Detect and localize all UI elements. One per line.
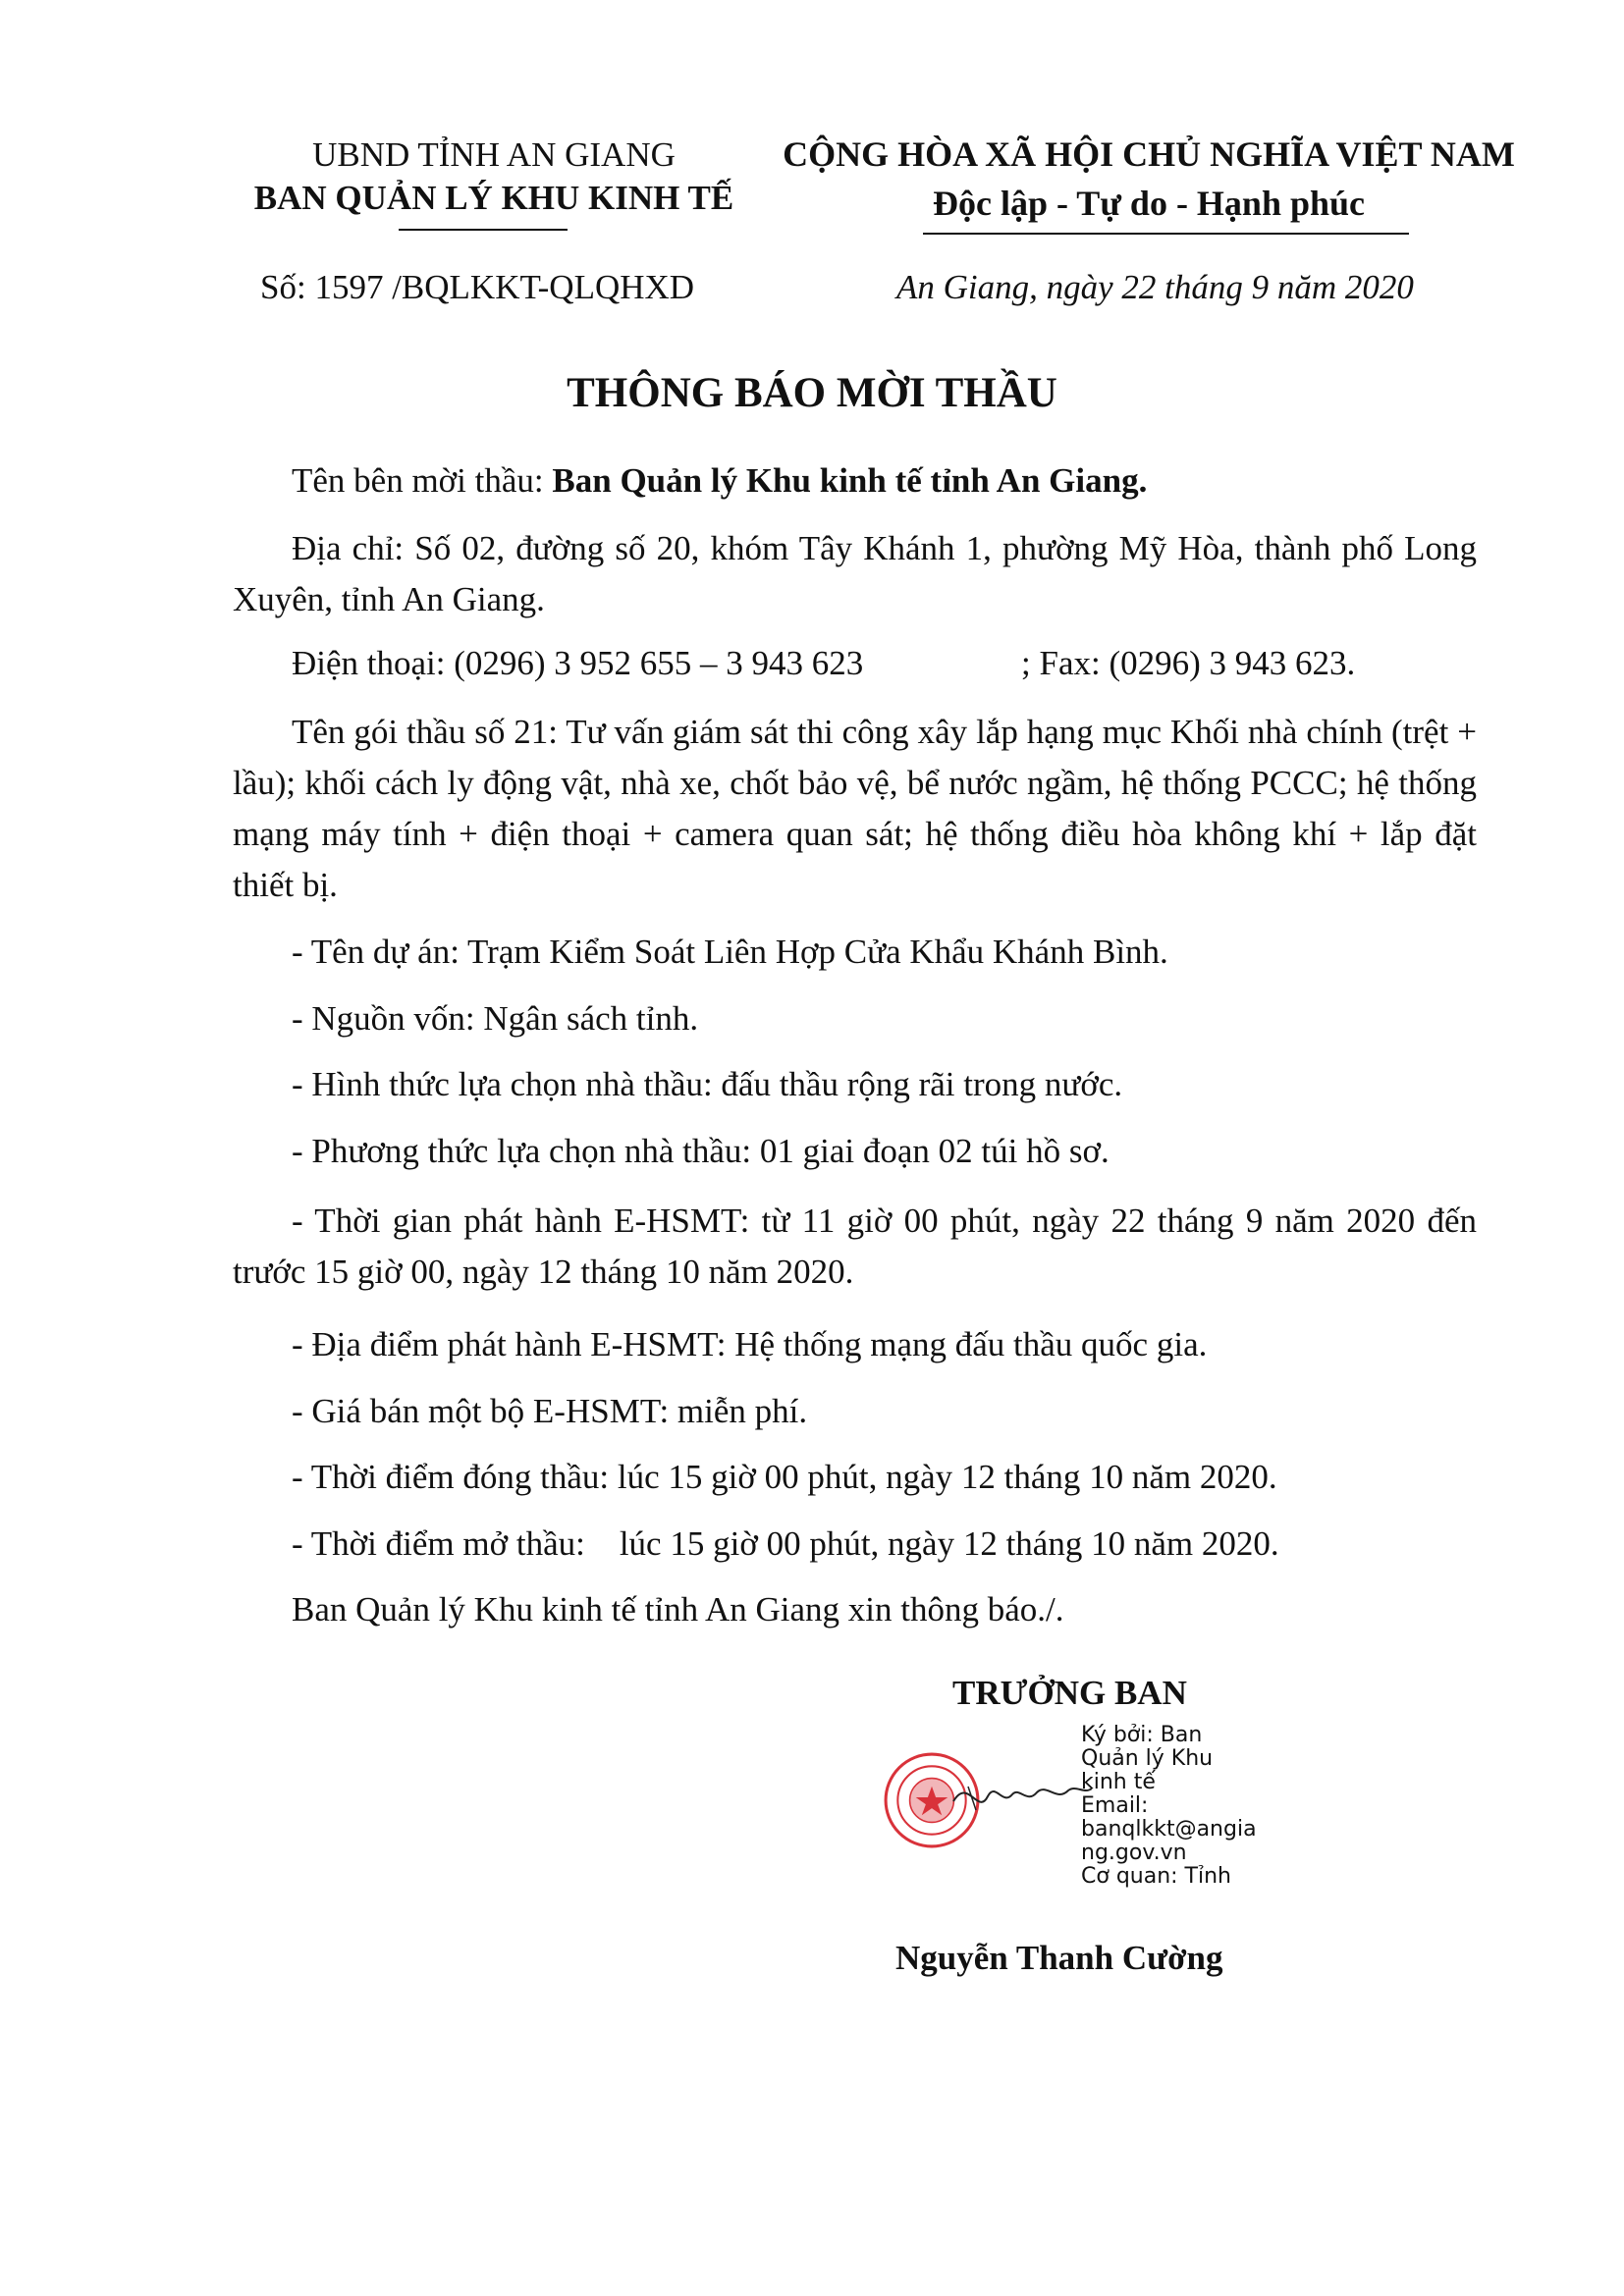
signer-title: TRƯỞNG BAN [952,1674,1187,1712]
fax-text: ; Fax: (0296) 3 943 623. [1021,644,1356,682]
bidder-name: Ban Quản lý Khu kinh tế tỉnh An Giang. [552,461,1148,500]
document-title: THÔNG BÁO MỜI THẦU [567,370,1057,416]
closing-statement: Ban Quản lý Khu kinh tế tỉnh An Giang xin thông báo./. [292,1590,1064,1629]
address-paragraph: Địa chỉ: Số 02, đường số 20, khóm Tây Khánh 1, phường Mỹ Hòa, thành phố Long Xuyên, tỉnh An Giang. [233,529,1477,618]
digital-signature-info: Ký bởi: Ban Quản lý Khu kinh tế Email: banqlkkt@angia ng.gov.vn Cơ quan: Tỉnh [1081,1723,1257,1889]
selection-form-line: - Hình thức lựa chọn nhà thầu: đấu thầu rộng rãi trong nước. [292,1065,1123,1103]
phone-text: Điện thoại: (0296) 3 952 655 – 3 943 623 [292,644,864,682]
signer-name: Nguyễn Thanh Cường [895,1939,1223,1977]
bidder-label: Tên bên mời thầu: [292,461,553,500]
handwritten-signature-icon [948,1767,1096,1826]
bidder-line [292,461,1147,501]
package-paragraph: Tên gói thầu số 21: Tư vấn giám sát thi công xây lắp hạng mục Khối nhà chính (trệt + lầu); khối cách ly động vật, nhà xe, chốt bảo vệ, bể nước ngầm, hệ thống PCCC; hệ thống mạng máy tính + điện thoại + camera quan sát; hệ thống điều hòa không khí + lắp đặt thiết bị. [233,713,1477,904]
issuer-underline [399,229,568,231]
selection-method-line: - Phương thức lựa chọn nhà thầu: 01 giai đoạn 02 túi hồ sơ. [292,1132,1110,1170]
closing-time-line: - Thời điểm đóng thầu: lúc 15 giờ 00 phút, ngày 12 tháng 10 năm 2020. [292,1458,1277,1496]
issue-time-paragraph: - Thời gian phát hành E-HSMT: từ 11 giờ 00 phút, ngày 22 tháng 9 năm 2020 đến trước 15 giờ 00, ngày 12 tháng 10 năm 2020. [233,1201,1477,1291]
country-name: CỘNG HÒA XÃ HỘI CHỦ NGHĨA VIỆT NAM [783,134,1515,174]
project-line: - Tên dự án: Trạm Kiểm Soát Liên Hợp Cửa Khẩu Khánh Bình. [292,933,1168,971]
price-line: - Giá bán một bộ E-HSMT: miễn phí. [292,1392,808,1430]
issuer-parent-name: UBND TỈNH AN GIANG [312,135,676,174]
issue-place-line: - Địa điểm phát hành E-HSMT: Hệ thống mạng đấu thầu quốc gia. [292,1325,1208,1363]
motto-underline [923,233,1409,235]
funding-line: - Nguồn vốn: Ngân sách tỉnh. [292,999,699,1038]
document-number: Số: 1597 /BQLKKT-QLQHXD [260,268,695,306]
document-date: An Giang, ngày 22 tháng 9 năm 2020 [896,268,1414,306]
issuer-name: BAN QUẢN LÝ KHU KINH TẾ [253,179,734,217]
opening-time-line: - Thời điểm mở thầu: lúc 15 giờ 00 phút, ngày 12 tháng 10 năm 2020. [292,1524,1279,1563]
national-motto: Độc lập - Tự do - Hạnh phúc [932,184,1366,223]
